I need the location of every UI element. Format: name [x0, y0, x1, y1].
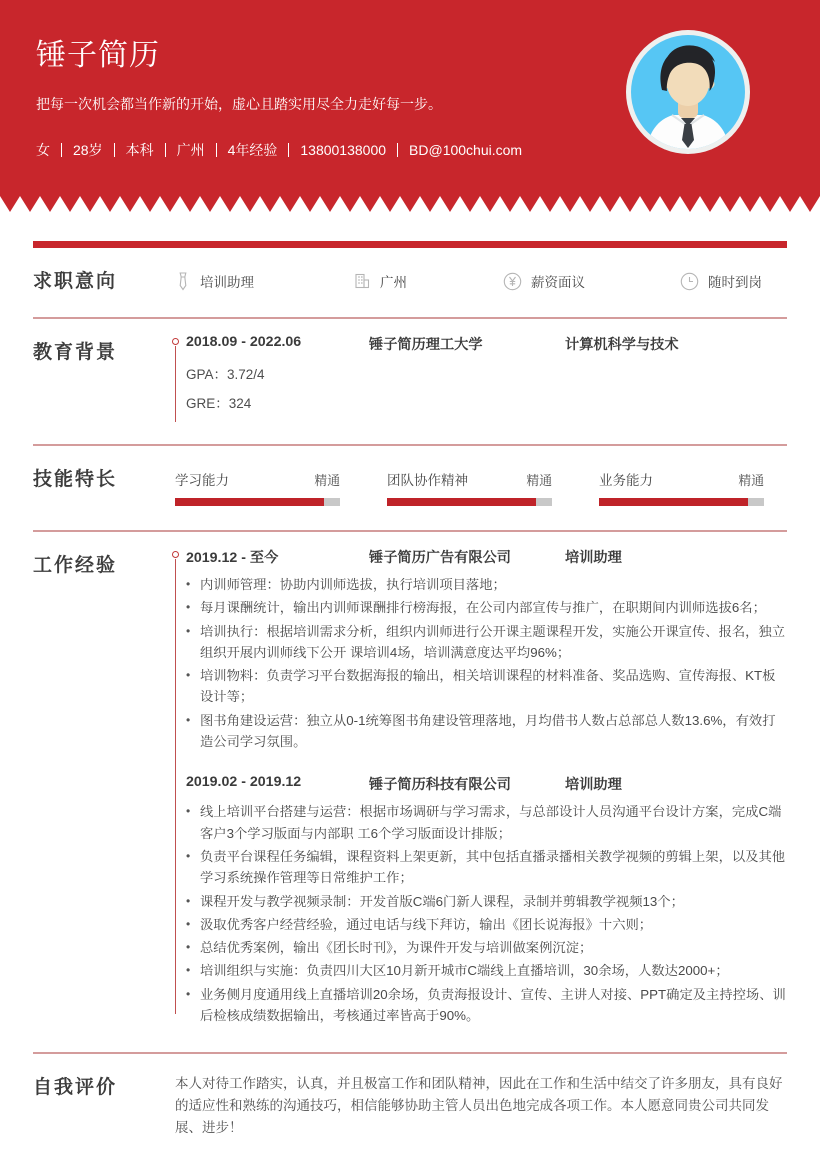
- intention-salary: [503, 271, 680, 291]
- section-skills: [33, 446, 787, 532]
- bullet: • 业务侧月度通用线上直播培训20余场，负责海报设计、宣传、主讲人对接、PPT确定及主持控场、训后检核成绩数据输出，考核通过率皆高于90%。: [186, 984, 787, 1027]
- education-major: 计算机科学与技术: [565, 337, 679, 353]
- skill-level: 精通: [526, 473, 552, 488]
- divider: [397, 143, 398, 157]
- intention-position: [175, 271, 353, 291]
- section-self-evaluation: [33, 1054, 787, 1163]
- resume-body: [0, 241, 820, 1163]
- section-title-experience: 工作经验: [33, 555, 118, 576]
- section-title-education: 教育背景: [33, 342, 118, 363]
- section-education: [33, 319, 787, 446]
- bullet: • 每月课酬统计，输出内训师课酬排行榜海报，在公司内部宣传与推广，在职期间内训师选拔6名；: [186, 597, 787, 618]
- bullet: • 汲取优秀客户经营经验，通过电话与线下拜访，输出《团长说海报》十六则；: [186, 914, 787, 935]
- timeline-line: [175, 346, 176, 422]
- accent-bar: [33, 241, 787, 248]
- bullet: • 总结优秀案例，输出《团长时刊》，为课件开发与培训做案例沉淀；: [186, 937, 787, 958]
- education-timeline: [175, 334, 787, 420]
- info-age: 28岁: [73, 142, 103, 158]
- job-entry-2: [186, 774, 787, 1026]
- education-school: 锤子简历理工大学: [369, 337, 483, 353]
- header-motto: 把每一次机会都当作新的开始，虚心且踏实用尽全力走好每一步。: [36, 96, 442, 112]
- job-company: 锤子简历广告有限公司: [369, 550, 511, 566]
- job-role: 培训助理: [565, 550, 622, 566]
- skill-bar: [175, 498, 340, 506]
- info-degree: 本科: [125, 142, 154, 158]
- bullet: • 内训师管理：协助内训师选拔，执行培训项目落地；: [186, 574, 787, 595]
- section-title-self-evaluation: 自我评价: [33, 1077, 118, 1099]
- education-period: 2018.09 - 2022.06: [186, 334, 302, 350]
- info-phone: 13800138000: [300, 142, 387, 158]
- job-intention-grid: [175, 263, 787, 293]
- skill-item: [175, 469, 340, 506]
- intention-city-label: 广州: [380, 275, 407, 290]
- info-email: BD@100chui.com: [409, 142, 523, 158]
- bullet: • 图书角建设运营：独立从0-1统筹图书角建设管理落地，月均借书人数占总部总人数13.6%，有效打造公司学习氛围。: [186, 710, 787, 753]
- bullet: • 培训组织与实施：负责四川大区10月新开城市C端线上直播培训，30余场，人数达2000+；: [186, 960, 787, 981]
- info-city: 广州: [176, 142, 205, 158]
- divider: [216, 143, 217, 157]
- job-bullets: [186, 801, 787, 1026]
- skill-bar: [387, 498, 552, 506]
- yen-icon: [503, 272, 522, 291]
- skill-bar-fill: [599, 498, 748, 506]
- divider: [114, 143, 115, 157]
- intention-city: [353, 271, 503, 291]
- divider: [165, 143, 166, 157]
- bullet: • 负责平台课程任务编辑，课程资料上架更新，其中包括直播录播相关教学视频的剪辑上架，以及其他学习系统操作管理等日常维护工作；: [186, 846, 787, 889]
- job-head: [186, 547, 787, 567]
- avatar: [626, 30, 750, 154]
- bullet: • 培训物料：负责学习平台数据海报的输出，相关培训课程的材料准备、奖品选购、宣传海报、KT板设计等；: [186, 665, 787, 708]
- education-gpa: GPA：3.72/4: [186, 367, 265, 382]
- divider: [61, 143, 62, 157]
- building-icon: [353, 272, 371, 290]
- job-period: 2019.12 - 至今: [186, 550, 279, 566]
- bullet: • 培训执行：根据培训需求分析，组织内训师进行公开课主题课程开发，实施公开课宣传、报名，独立组织开展内训师线下公开 课培训4场，培训满意度达平均96%；: [186, 621, 787, 664]
- timeline-line: [175, 559, 176, 1014]
- skill-bar-fill: [175, 498, 324, 506]
- section-title-skills: 技能特长: [33, 469, 118, 490]
- job-role: 培训助理: [565, 777, 622, 794]
- skill-name: 团队协作精神: [387, 473, 468, 488]
- skill-level: 精通: [314, 473, 340, 488]
- education-gre: GRE：324: [186, 396, 252, 411]
- job-entry-1: [186, 547, 787, 752]
- intention-availability-label: 随时到岗: [708, 275, 762, 290]
- info-experience: 4年经验: [227, 142, 278, 158]
- section-title-job-intention: 求职意向: [33, 271, 118, 292]
- page-title: 锤子简历: [36, 39, 160, 72]
- skill-name: 学习能力: [175, 473, 229, 488]
- zigzag-edge: [0, 196, 820, 212]
- skill-level: 精通: [738, 473, 764, 488]
- timeline-dot: [172, 551, 179, 558]
- skill-item: [599, 469, 764, 506]
- experience-timeline: [175, 547, 787, 1028]
- self-evaluation-text: 本人对待工作踏实，认真，并且极富工作和团队精神，因此在工作和生活中结交了许多朋友，具有良好的适应性和熟练的沟通技巧，相信能够协助主管人员出色地完成各项工作。本人愿意同贵公司共同发展、进步！: [175, 1076, 783, 1136]
- divider: [288, 143, 289, 157]
- section-job-intention: [33, 248, 787, 319]
- info-gender: 女: [36, 142, 50, 158]
- intention-position-label: 培训助理: [200, 275, 254, 290]
- skill-name: 业务能力: [599, 473, 653, 488]
- job-bullets: [186, 574, 787, 752]
- self-evaluation-body: [175, 1069, 787, 1139]
- bullet: • 课程开发与教学视频录制：开发首版C端6门新人课程，录制并剪辑教学视频13个；: [186, 891, 787, 912]
- job-head: [186, 774, 787, 794]
- intention-salary-label: 薪资面议: [531, 275, 585, 290]
- timeline-dot: [172, 338, 179, 345]
- job-company: 锤子简历科技有限公司: [369, 777, 511, 794]
- intention-availability: [680, 271, 787, 291]
- skill-item: [387, 469, 552, 506]
- clock-icon: [680, 272, 699, 291]
- skill-bar-fill: [387, 498, 536, 506]
- header: [0, 0, 820, 196]
- job-period: 2019.02 - 2019.12: [186, 774, 302, 791]
- section-experience: [33, 532, 787, 1054]
- skill-bar: [599, 498, 764, 506]
- bullet: • 线上培训平台搭建与运营：根据市场调研与学习需求，与总部设计人员沟通平台设计方案，完成C端客户3个学习版面与内部职 工6个学习版面设计排版；: [186, 801, 787, 844]
- skills-list: [175, 461, 787, 506]
- tie-icon: [175, 272, 191, 291]
- education-head: [186, 334, 787, 354]
